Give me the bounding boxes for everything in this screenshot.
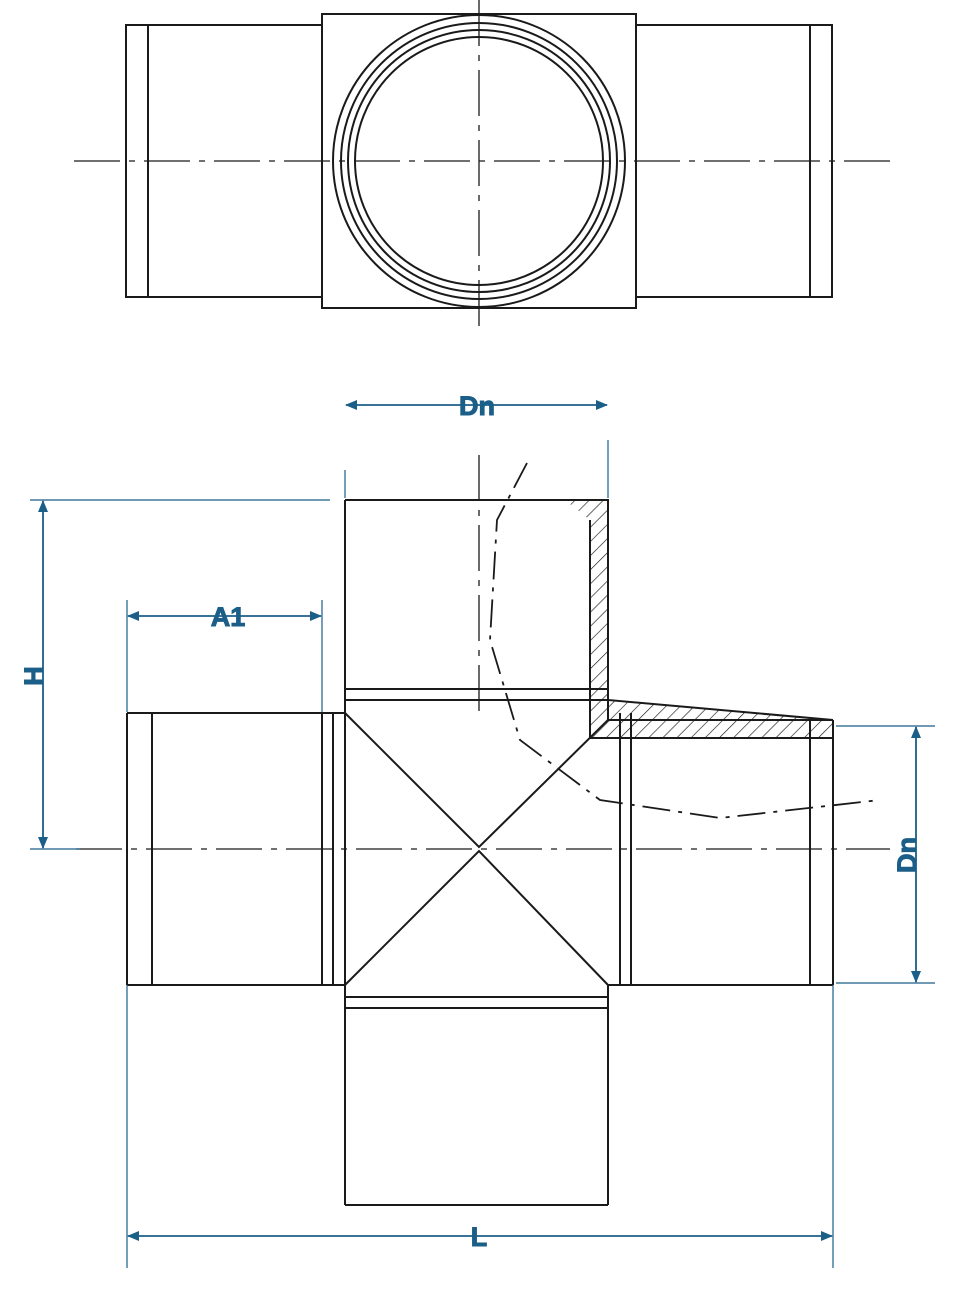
dimension-annotations (19, 391, 935, 1268)
dimension-a1 (127, 600, 322, 712)
top-view (74, 0, 890, 330)
dimension-label-dn-top: Dn (459, 391, 495, 421)
dimension-dn-top (345, 391, 608, 498)
front-view (76, 455, 890, 1205)
front-view-bottom-branch (345, 985, 608, 1205)
front-view-section-hatch (565, 500, 833, 738)
dimension-label-h: H (19, 666, 49, 686)
top-view-centerlines (74, 0, 890, 330)
dimension-label-dn-right: Dn (892, 837, 922, 873)
front-view-hidden-bore (490, 463, 880, 818)
front-view-top-branch (345, 500, 608, 715)
dimension-h (19, 500, 330, 849)
dimension-label-l: L (470, 1222, 488, 1252)
dimension-dn-right (836, 726, 935, 983)
dimension-l (127, 985, 833, 1268)
dimension-label-a1: A1 (210, 602, 246, 632)
front-view-centerlines (76, 455, 890, 849)
